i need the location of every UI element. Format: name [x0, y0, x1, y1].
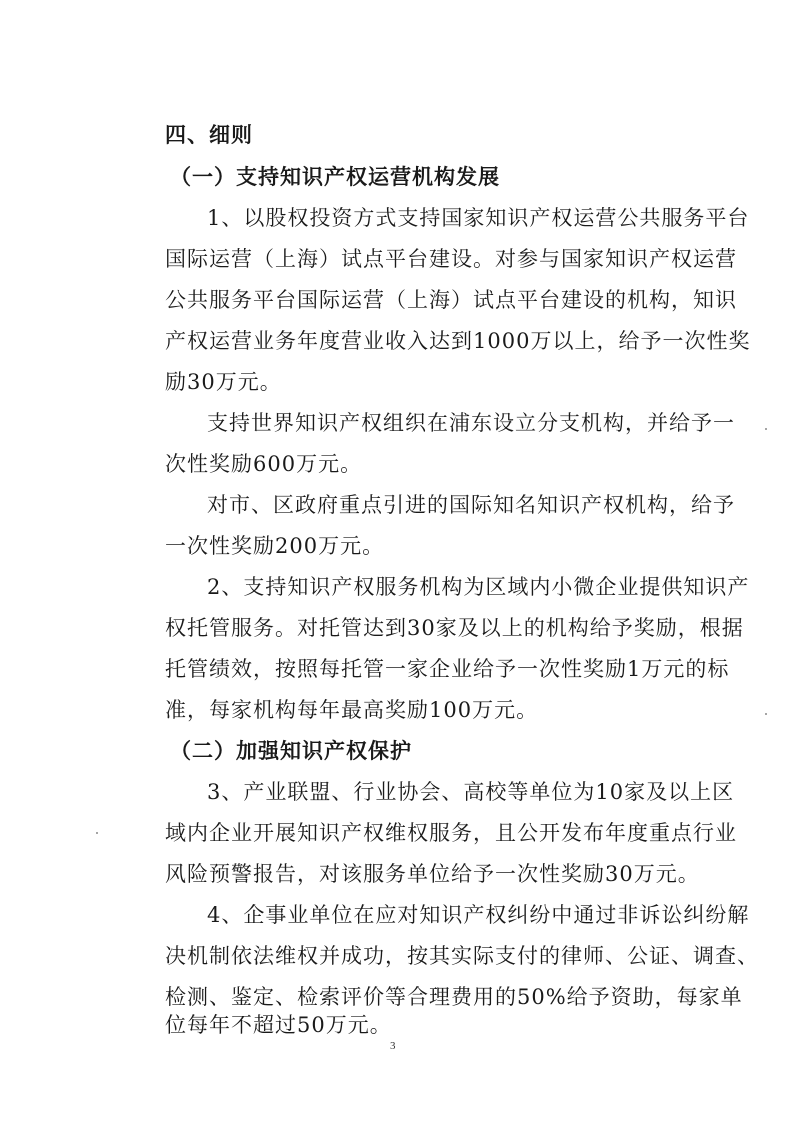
page-number: 3: [390, 1040, 396, 1052]
paragraph-line: 决机制依法维权并成功，按其实际支付的律师、公证、调查、: [165, 944, 759, 968]
subsection-title-2: （二）加强知识产权保护: [170, 739, 412, 763]
scan-speck: [765, 428, 767, 430]
paragraph-line: 准，每家机构每年最高奖励100万元。: [165, 698, 539, 722]
section-title: 四、细则: [165, 123, 253, 147]
paragraph-line: 公共服务平台国际运营（上海）试点平台建设的机构，知识: [165, 288, 737, 312]
paragraph-line: 域内企业开展知识产权维权服务，且公开发布年度重点行业: [165, 821, 737, 845]
scan-speck: [96, 832, 98, 834]
subsection-title-1: （一）支持知识产权运营机构发展: [170, 165, 500, 189]
paragraph-line: 4、企事业单位在应对知识产权纠纷中通过非诉讼纠纷解: [207, 903, 750, 927]
paragraph-line: 位每年不超过50万元。: [165, 1013, 392, 1037]
scan-speck: [765, 713, 767, 715]
paragraph-line: 产权运营业务年度营业收入达到1000万以上，给予一次性奖: [165, 329, 751, 353]
paragraph-line: 次性奖励600万元。: [165, 452, 363, 476]
paragraph-line: 检测、鉴定、检索评价等合理费用的50%给予资助，每家单: [165, 985, 743, 1009]
paragraph-line: 风险预警报告，对该服务单位给予一次性奖励30万元。: [165, 862, 700, 886]
paragraph-line: 2、支持知识产权服务机构为区域内小微企业提供知识产: [207, 575, 750, 599]
paragraph-line: 对市、区政府重点引进的国际知名知识产权机构，给予: [207, 493, 735, 517]
paragraph-line: 托管绩效，按照每托管一家企业给予一次性奖励1万元的标: [165, 657, 730, 681]
paragraph-line: 国际运营（上海）试点平台建设。对参与国家知识产权运营: [165, 247, 737, 271]
paragraph-line: 支持世界知识产权组织在浦东设立分支机构，并给予一: [207, 411, 735, 435]
paragraph-line: 一次性奖励200万元。: [165, 534, 385, 558]
paragraph-line: 1、以股权投资方式支持国家知识产权运营公共服务平台: [207, 206, 750, 230]
paragraph-line: 励30万元。: [165, 370, 282, 394]
paragraph-line: 3、产业联盟、行业协会、高校等单位为10家及以上区: [207, 780, 735, 804]
paragraph-line: 权托管服务。对托管达到30家及以上的机构给予奖励，根据: [165, 616, 744, 640]
